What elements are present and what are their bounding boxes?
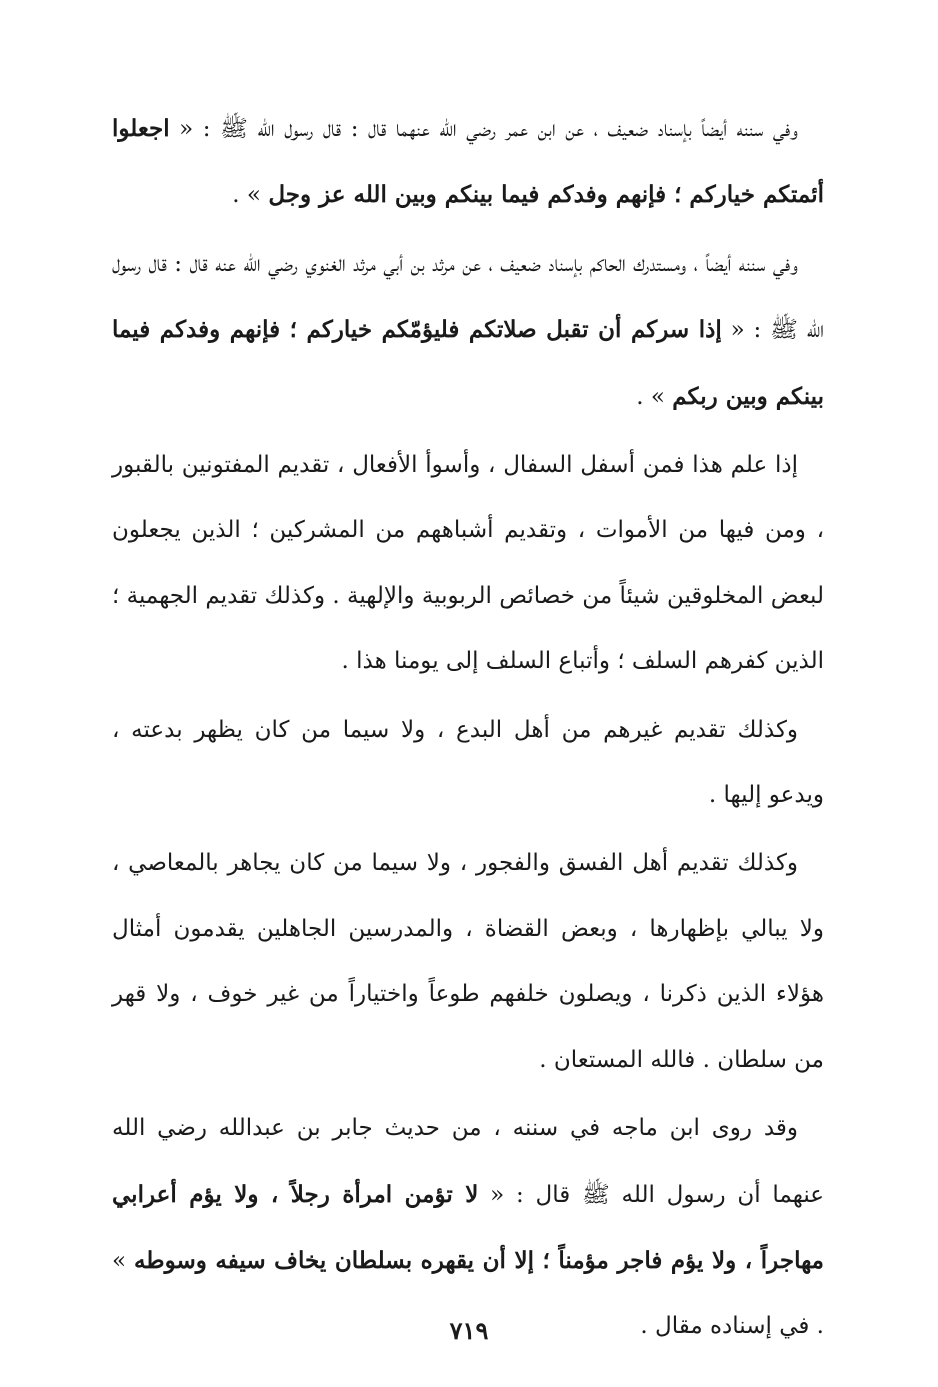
- paragraph-5-text: وكذلك تقديم أهل الفسق والفجور ، ولا سيما من كان يجاهر بالمعاصي ، ولا يبالي بإظهارها ، وبعض القضاة ، والمدرسين الجاهلين يقدمون أمثال هؤلاء الذين ذكرنا ، ويصلون خلفهم طوعاً واختياراً من غير خوف ، ولا قهر من سلطان . فالله المستعان .: [112, 850, 824, 1073]
- paragraph-6-close: » . في إسناده مقال .: [112, 1247, 824, 1340]
- paragraph-1-intro: وفي سننه أيضاً بإسناد ضعيف ، عن ابن عمر رضي الله عنهما قال : قال رسول الله ﷺ : «: [169, 116, 798, 142]
- page-number: ٧١٩: [449, 1316, 489, 1345]
- paragraph-3-text: إذا علم هذا فمن أسفل السفال ، وأسوأ الأفعال ، تقديم المفتونين بالقبور ، ومن فيها من الأموات ، وتقديم أشباههم من المشركين ؛ الذين يجعلون لبعض المخلوقين شيئاً من خصائص الربوبية والإلهية . وكذلك تقديم الجهمية ؛ الذين كفرهم السلف ؛ وأتباع السلف إلى يومنا هذا .: [112, 452, 824, 675]
- paragraph-2: [112, 232, 824, 430]
- paragraph-2-intro: وفي سننه أيضاً ، ومستدرك الحاكم بإسناد ضعيف ، عن مرثد بن أبي مرثد الغنوي رضي الله عنه قال : قال رسول الله ﷺ : «: [112, 250, 824, 344]
- paragraph-4-text: وكذلك تقديم غيرهم من أهل البدع ، ولا سيما من كان يظهر بدعته ، ويدعو إليها .: [112, 716, 824, 809]
- paragraph-5: [112, 831, 824, 1093]
- body-text: [112, 96, 824, 1360]
- paragraph-2-close: » .: [636, 383, 673, 410]
- paragraph-4: [112, 698, 824, 829]
- paragraph-2-hadith: إذا سركم أن تقبل صلاتكم فليؤمّكم خياركم ؛ فإنهم وفدكم فيما بينكم وبين ربكم: [112, 316, 824, 410]
- paragraph-1: [112, 96, 824, 229]
- paragraph-1-hadith: اجعلوا أئمتكم خياركم ؛ فإنهم وفدكم فيما بينكم وبين الله عز وجل: [112, 115, 824, 209]
- paragraph-1-close: » .: [232, 182, 269, 209]
- paragraph-6-hadith: لا تؤمن امرأة رجلاً ، ولا يؤم أعرابي مهاجراً ، ولا يؤم فاجر مؤمناً ؛ إلا أن يقهره بسلطان يخاف سيفه وسوطه: [112, 1180, 825, 1274]
- paragraph-6-intro: وقد روى ابن ماجه في سننه ، من حديث جابر بن عبدالله رضي الله عنهما أن رسول الله ﷺ قال : «: [112, 1115, 824, 1208]
- paragraph-3: [112, 433, 824, 695]
